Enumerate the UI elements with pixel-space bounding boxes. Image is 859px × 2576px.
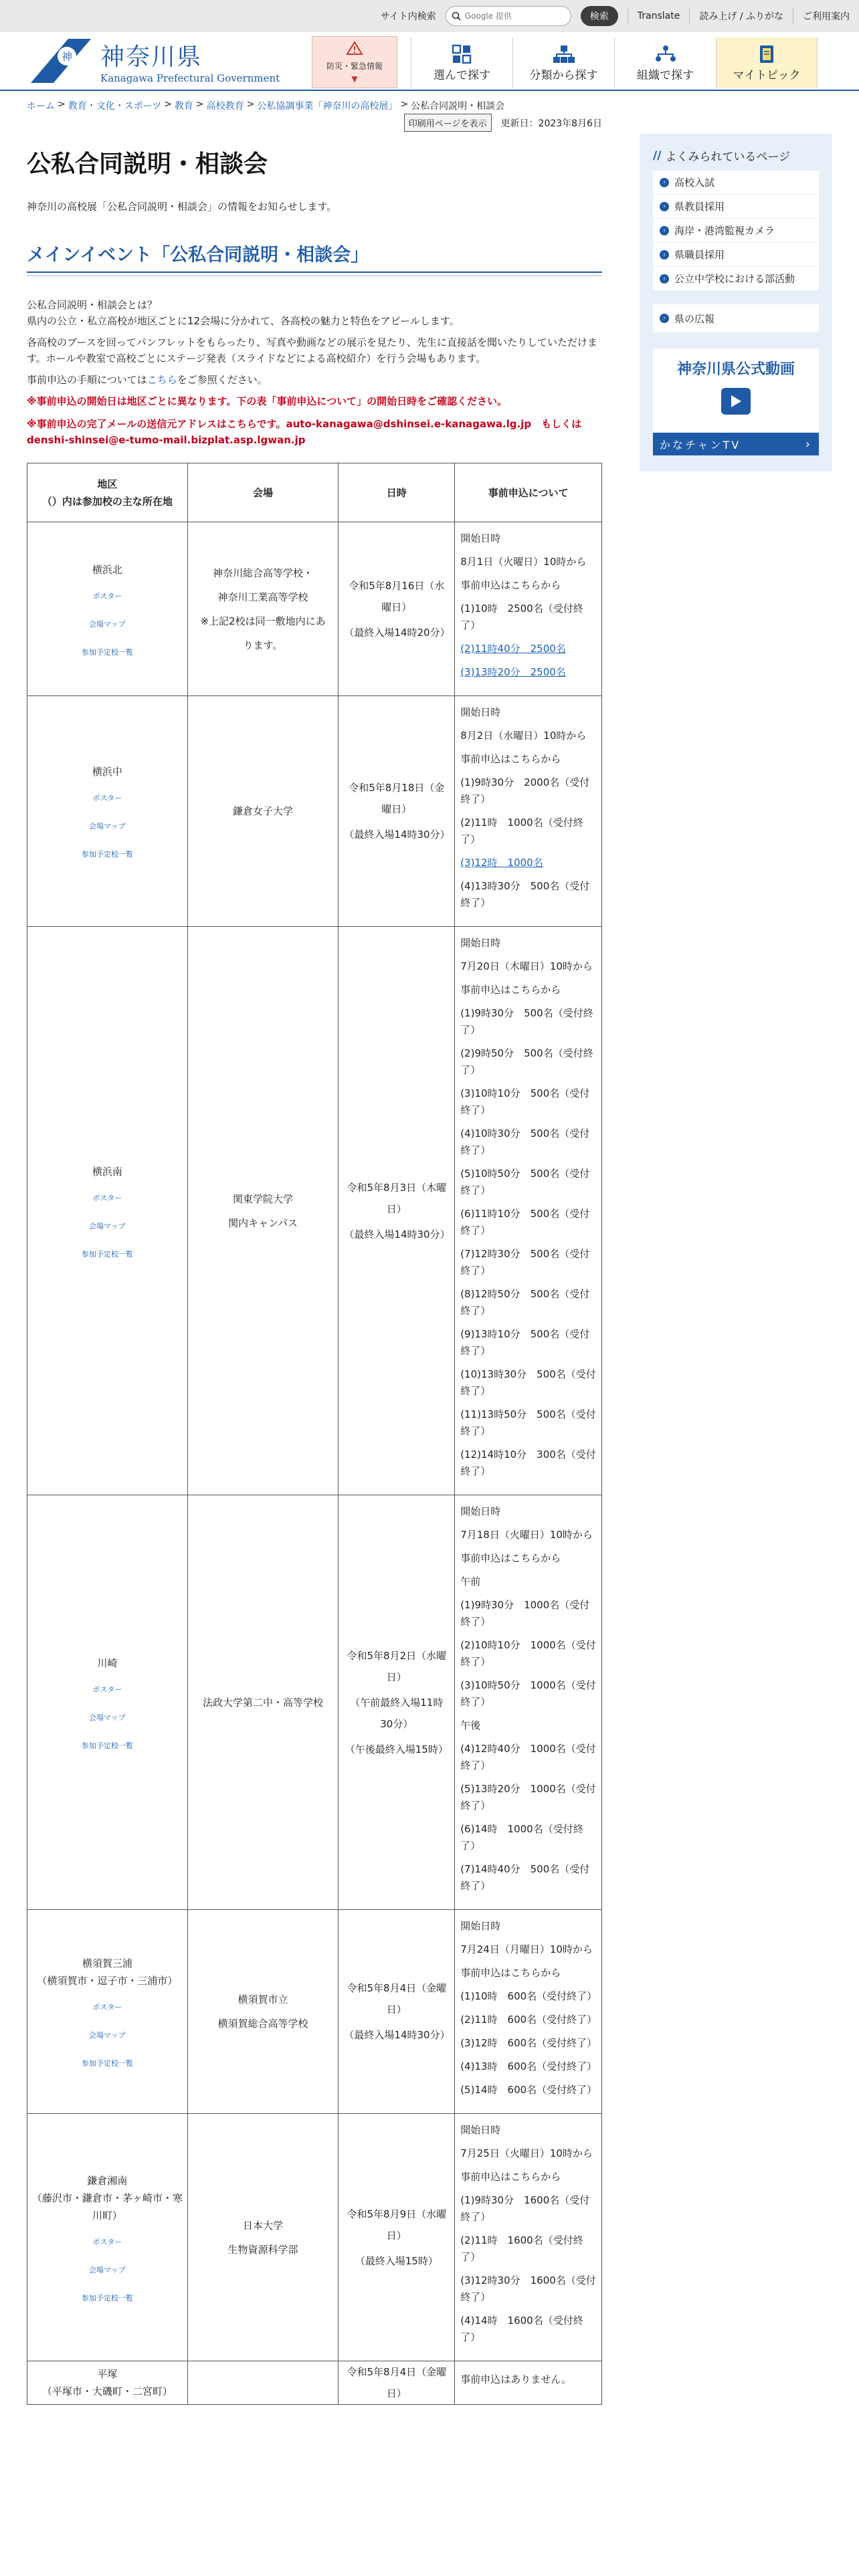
date-cell (339, 2114, 455, 2361)
chevron-right-icon: › (805, 437, 812, 451)
area-name: 鎌倉湘南 (87, 2174, 128, 2187)
venue-text: ※上記2校は同一敷地内にあります。 (200, 615, 326, 651)
venue-cell (187, 1910, 339, 2114)
apply-cell (455, 696, 602, 927)
official-video-banner[interactable] (653, 348, 819, 455)
read-aloud-link[interactable]: 読み上げ / ふりがな (699, 11, 783, 22)
date-text: （最終入場15時） (355, 2254, 438, 2267)
apply-text: (2)11時 1000名（受付終了） (460, 817, 583, 845)
procedure-pre: 事前申込の手順については (27, 374, 147, 386)
venue-map-link[interactable]: 会場マップ (89, 1221, 126, 1230)
popular-link[interactable] (653, 219, 819, 243)
apply-cell (455, 522, 602, 696)
organization-icon (615, 43, 716, 66)
pref-pr-label: 県の広報 (674, 312, 715, 325)
date-text: 令和5年8月4日（金曜日） (347, 1982, 447, 2016)
apply-text: 午前 (460, 1576, 481, 1588)
venue-cell (187, 2361, 339, 2405)
table-row (27, 1910, 602, 2114)
breadcrumb-link[interactable]: 公私協調事業「神奈川の高校展」 (257, 101, 398, 112)
nav-browse-label: 選んで探す (434, 69, 490, 82)
nav-browse[interactable] (411, 37, 512, 88)
date-text: （最終入場14時30分） (344, 829, 450, 841)
area-cell (27, 522, 188, 696)
school-list-link[interactable]: 参加予定校一覧 (81, 2059, 133, 2068)
area-cell (27, 2361, 188, 2405)
arrow-right-icon: › (660, 202, 669, 211)
venue-text: 法政大学第二中・高等学校 (203, 1696, 324, 1709)
apply-text: (10)13時30分 500名（受付終了） (460, 1368, 596, 1397)
venue-cell (187, 1495, 339, 1910)
search-button[interactable]: 検索 (581, 6, 618, 26)
apply-text: 開始日時 (460, 1920, 501, 1932)
notice-email: ※事前申込の完了メールの送信元アドレスはこちらです。auto-kanagawa@dshinsei.e-kanagawa.lg.jp もしくは denshi-shinsei@e-tumo-mail.bizplat.asp.lgwan.jp (27, 418, 582, 446)
section-heading: メインイベント「公私合同説明・相談会」 (27, 240, 602, 273)
apply-text: 事前申込はこちらから (460, 984, 561, 996)
area-cell (27, 696, 188, 927)
venue-text: 横須賀総合高等学校 (217, 2018, 308, 2030)
date-text: （午前最終入場11時30分） (350, 1696, 444, 1730)
sidebar (640, 134, 832, 471)
disaster-info-button[interactable] (312, 36, 397, 88)
area-cell (27, 927, 188, 1495)
apply-text: (3)10時10分 500名（受付終了） (460, 1087, 590, 1116)
arrow-right-icon: › (660, 314, 669, 323)
apply-text: 8月1日（火曜日）10時から (460, 556, 587, 568)
apply-text: 事前申込はこちらから (460, 1967, 561, 1979)
intro-text: 神奈川の高校展「公私合同説明・相談会」の情報をお知らせします。 (27, 201, 337, 213)
apply-text: (4)13時 600名（受付終了） (460, 2060, 597, 2072)
poster-link[interactable]: ポスター (92, 1685, 122, 1694)
apply-text: (7)14時40分 500名（受付終了） (460, 1863, 590, 1892)
popular-link-label: 県教員採用 (674, 201, 725, 213)
apply-text: (2)10時10分 1000名（受付終了） (460, 1639, 596, 1668)
apply-text: (5)10時50分 500名（受付終了） (460, 1168, 590, 1196)
updated-date: 更新日：2023年8月6日 (500, 118, 602, 129)
popular-link-label: 県職員採用 (674, 249, 725, 261)
breadcrumb-separator: > (400, 99, 409, 110)
intro-answer: 県内の公立・私立高校が地区ごとに12会場に分かれて、各高校の魅力と特色をアピールします。 (27, 315, 460, 327)
area-cell (27, 1910, 188, 2114)
date-cell (339, 522, 455, 696)
apply-text: (8)12時50分 500名（受付終了） (460, 1288, 590, 1317)
kanagawa-emblem-icon (27, 36, 94, 86)
area-name: 横須賀三浦 (82, 1957, 132, 1969)
venue-text: 関内キャンパス (228, 1216, 298, 1229)
apply-text: 事前申込はこちらから (460, 2171, 561, 2183)
table-header-row (27, 463, 602, 522)
popular-link-label: 公立中学校における部活動 (674, 273, 795, 285)
header-apply: 事前申込について (455, 463, 602, 522)
session-link[interactable]: (3)13時20分 2500名 (460, 666, 566, 678)
apply-text: (9)13時10分 500名（受付終了） (460, 1328, 590, 1357)
site-search-label: サイト内検索 (380, 11, 436, 22)
date-cell (339, 2361, 455, 2405)
logo-english: Kanagawa Prefectural Government (100, 72, 280, 84)
school-list-link[interactable]: 参加予定校一覧 (81, 1741, 133, 1750)
apply-text: (7)12時30分 500名（受付終了） (460, 1248, 590, 1277)
utility-bar (0, 0, 859, 32)
apply-cell (455, 1495, 602, 1910)
procedure-link[interactable]: こちら (147, 374, 177, 386)
area-cell (27, 1495, 188, 1910)
date-text: 令和5年8月2日（水曜日） (347, 1649, 447, 1683)
venue-text: 鎌倉女子大学 (233, 805, 294, 817)
apply-text: (5)13時20分 1000名（受付終了） (460, 1783, 596, 1812)
page-title: 公私合同説明・相談会 (27, 150, 268, 178)
area-cell (27, 2114, 188, 2361)
apply-text: 7月24日（月曜日）10時から (460, 1943, 593, 1955)
apply-text: (12)14時10分 300名（受付終了） (460, 1448, 596, 1477)
notice-start-date: ※事前申込の開始日は地区ごとに異なります。下の表「事前申込について」の開始日時をご確認ください。 (27, 395, 508, 407)
venue-map-link[interactable]: 会場マップ (89, 1713, 126, 1722)
video-channel-label: かなチャンTV (660, 438, 741, 451)
session-link[interactable]: (2)11時40分 2500名 (460, 643, 566, 655)
search-input[interactable] (465, 11, 559, 21)
grid-icon (411, 43, 512, 66)
category-icon (513, 43, 614, 66)
apply-text: (4)10時30分 500名（受付終了） (460, 1128, 590, 1156)
apply-text: 事前申込はありません。 (460, 2373, 572, 2385)
apply-cell (455, 2361, 602, 2405)
apply-text: 午後 (460, 1719, 481, 1731)
date-cell (339, 1910, 455, 2114)
date-text: 令和5年8月9日（水曜日） (347, 2208, 447, 2242)
venue-text: 生物資源科学部 (227, 2243, 298, 2256)
apply-text: 8月2日（水曜日）10時から (460, 730, 587, 742)
apply-text: (4)14時 1600名（受付終了） (460, 2315, 583, 2343)
apply-cell (455, 1910, 602, 2114)
main-content (27, 111, 602, 2405)
translate-link[interactable]: Translate (637, 11, 680, 21)
breadcrumb-link[interactable]: 教育 (174, 101, 193, 112)
divider (689, 7, 690, 25)
area-name: 横浜北 (92, 563, 122, 576)
apply-text: 7月20日（木曜日）10時から (460, 960, 593, 972)
apply-text: 開始日時 (460, 937, 501, 949)
venue-text: 横須賀市立 (237, 1994, 288, 2006)
arrow-right-icon: › (660, 250, 669, 259)
date-cell (339, 696, 455, 927)
venue-cell (187, 522, 339, 696)
play-icon (721, 388, 751, 415)
booth-description: 各高校のブースを回ってパンフレットをもらったり、写真や動画などの展示を見たり、先生に直接話を聞いたりしていただけます。ホールや教室で高校ごとにステージ発表（スライドなどによる高校紹介）を行う会場もあります。 (27, 336, 598, 364)
chevron-down-icon: ▼ (351, 74, 358, 84)
school-list-link[interactable]: 参加予定校一覧 (81, 1249, 133, 1259)
apply-text: 開始日時 (460, 532, 501, 544)
poster-link[interactable]: ポスター (92, 2003, 122, 2012)
area-name: 横浜南 (92, 1165, 122, 1178)
date-cell (339, 1495, 455, 1910)
apply-text: (1)9時30分 1600名（受付終了） (460, 2194, 590, 2223)
video-title: 神奈川県公式動画 (676, 361, 795, 378)
table-row (27, 2361, 602, 2405)
date-text: （最終入場14時20分） (344, 626, 450, 639)
venue-text: 関東学院大学 (233, 1192, 294, 1205)
area-name: （藤沢市・鎌倉市・茅ヶ崎市・寒川町） (31, 2191, 183, 2222)
apply-text: (5)14時 600名（受付終了） (460, 2084, 597, 2096)
header-date: 日時 (339, 463, 455, 522)
poster-link[interactable]: ポスター (92, 591, 122, 601)
nav-category-label: 分類から探す (529, 69, 598, 82)
area-name: 川崎 (97, 1656, 118, 1669)
table-row (27, 522, 602, 696)
apply-text: 事前申込はこちらから (460, 579, 561, 591)
apply-text: (11)13時50分 500名（受付終了） (460, 1408, 596, 1437)
apply-text: 開始日時 (460, 1505, 501, 1517)
popular-link[interactable] (653, 243, 819, 267)
header-area: 地区 （）内は参加校の主な所在地 (27, 463, 188, 522)
date-text: （午後最終入場15時） (345, 1743, 448, 1755)
arrow-right-icon: › (660, 178, 669, 187)
school-list-link[interactable]: 参加予定校一覧 (81, 850, 133, 859)
apply-text: 事前申込はこちらから (460, 1552, 561, 1564)
procedure-post: をご参照ください。 (177, 374, 268, 386)
nav-mypick[interactable] (716, 37, 818, 88)
nav-category[interactable] (512, 37, 614, 88)
venue-cell (187, 696, 339, 927)
apply-cell (455, 927, 602, 1495)
venue-map-link[interactable]: 会場マップ (89, 2031, 126, 2040)
date-text: 令和5年8月18日（金曜日） (349, 782, 445, 815)
page-tools (27, 114, 602, 132)
date-cell (339, 927, 455, 1495)
apply-text: (3)12時 600名（受付終了） (460, 2037, 597, 2049)
print-button[interactable]: 印刷用ページを表示 (404, 114, 492, 132)
venue-map-link[interactable]: 会場マップ (89, 619, 126, 629)
guide-link[interactable]: ご利用案内 (803, 11, 850, 22)
apply-text: 7月25日（火曜日）10時から (460, 2147, 593, 2159)
apply-text: (6)14時 1000名（受付終了） (460, 1823, 583, 1852)
arrow-right-icon: › (660, 226, 669, 235)
svg-text:神: 神 (61, 50, 73, 63)
breadcrumb-separator: > (58, 99, 66, 110)
area-name: （平塚市・大磯町・二宮町） (41, 2385, 173, 2397)
site-logo[interactable] (27, 36, 280, 86)
date-text: 令和5年8月4日（金曜日） (347, 2366, 447, 2399)
apply-text: (4)13時30分 500名（受付終了） (460, 880, 590, 909)
venue-cell (187, 927, 339, 1495)
breadcrumb-current: 公私合同説明・相談会 (411, 101, 505, 112)
apply-text: 開始日時 (460, 706, 501, 718)
apply-text: (1)9時30分 2000名（受付終了） (460, 776, 590, 805)
apply-text: 事前申込はこちらから (460, 753, 561, 765)
popular-link-label: 海岸・港湾監視カメラ (674, 225, 775, 237)
apply-text: (1)9時30分 1000名（受付終了） (460, 1599, 590, 1628)
breadcrumb-separator: > (246, 99, 255, 110)
apply-text: (1)10時 600名（受付終了） (460, 1990, 597, 2002)
table-row (27, 927, 602, 1495)
session-link[interactable]: (3)12時 1000名 (460, 857, 543, 869)
breadcrumb-separator: > (164, 99, 172, 110)
video-channel-bar (653, 433, 819, 455)
global-nav (411, 37, 818, 88)
apply-text: (2)11時 1600名（受付終了） (460, 2234, 583, 2263)
popular-link-label: 高校入試 (674, 177, 715, 189)
venue-text: 神奈川総合高等学校・ (213, 566, 314, 579)
slash-icon: // (653, 148, 662, 163)
nav-organization-label: 組織で探す (637, 69, 694, 82)
search-icon (452, 11, 461, 21)
area-name: 平塚 (97, 2368, 118, 2380)
apply-text: (6)11時10分 500名（受付終了） (460, 1208, 590, 1237)
venue-cell (187, 2114, 339, 2361)
venue-text: 神奈川工業高等学校 (217, 591, 308, 603)
date-text: （最終入場14時30分） (344, 2029, 450, 2041)
popular-title (653, 147, 819, 164)
apply-text: 開始日時 (460, 2124, 501, 2136)
breadcrumb-link[interactable]: 高校教育 (206, 101, 244, 112)
poster-link[interactable]: ポスター (92, 1193, 122, 1202)
nav-mypick-label: マイトピック (733, 69, 801, 82)
header-venue: 会場 (187, 463, 339, 522)
arrow-right-icon: › (660, 274, 669, 284)
apply-text: (3)10時50分 1000名（受付終了） (460, 1679, 596, 1708)
breadcrumb-separator: > (195, 99, 204, 110)
date-text: （最終入場14時30分） (344, 1228, 450, 1241)
warning-icon (346, 41, 363, 56)
popular-link[interactable] (653, 171, 819, 195)
table-row (27, 2114, 602, 2361)
apply-text: (1)10時 2500名（受付終了） (460, 603, 583, 631)
apply-text: (2)9時50分 500名（受付終了） (460, 1047, 593, 1076)
area-name: 横浜中 (92, 766, 122, 778)
apply-text: (1)9時30分 500名（受付終了） (460, 1007, 593, 1036)
breadcrumb-link[interactable]: 教育・文化・スポーツ (68, 101, 162, 112)
nav-organization[interactable] (614, 37, 716, 88)
table-row (27, 1495, 602, 1910)
apply-text: (4)12時40分 1000名（受付終了） (460, 1743, 596, 1772)
venue-text: 日本大学 (243, 2219, 284, 2232)
pref-pr-link[interactable] (653, 304, 819, 332)
popular-link[interactable] (653, 195, 819, 219)
intro-question: 公私合同説明・相談会とは？ (27, 299, 158, 311)
poster-link[interactable]: ポスター (92, 794, 122, 802)
apply-cell (455, 2114, 602, 2361)
date-text: 令和5年8月3日（木曜日） (347, 1181, 447, 1215)
popular-link[interactable] (653, 267, 819, 291)
popular-links (653, 171, 819, 291)
poster-link[interactable]: ポスター (92, 2237, 122, 2246)
search-field[interactable] (446, 6, 571, 26)
site-header (0, 32, 859, 91)
venue-table (27, 463, 602, 2405)
logo-name: 神奈川県 (100, 43, 203, 71)
apply-text: (3)12時30分 1600名（受付終了） (460, 2274, 596, 2303)
date-text: 令和5年8月16日（水曜日） (349, 579, 445, 613)
venue-map-link[interactable]: 会場マップ (89, 2265, 126, 2274)
area-name: （横須賀市・逗子市・三浦市） (37, 1975, 178, 1987)
apply-text: (2)11時 600名（受付終了） (460, 2014, 597, 2026)
popular-title-text: よくみられているページ (665, 150, 791, 164)
popular-pages (640, 134, 832, 471)
notebook-icon (717, 43, 817, 66)
apply-text: 7月18日（火曜日）10時から (460, 1529, 593, 1541)
disaster-label: 防災・緊急情報 (326, 62, 383, 71)
school-list-link[interactable]: 参加予定校一覧 (81, 647, 133, 657)
school-list-link[interactable]: 参加予定校一覧 (81, 2293, 133, 2302)
venue-map-link[interactable]: 会場マップ (89, 822, 126, 831)
procedure-text (27, 372, 602, 388)
table-row (27, 696, 602, 927)
breadcrumb-link[interactable]: ホーム (27, 101, 55, 112)
